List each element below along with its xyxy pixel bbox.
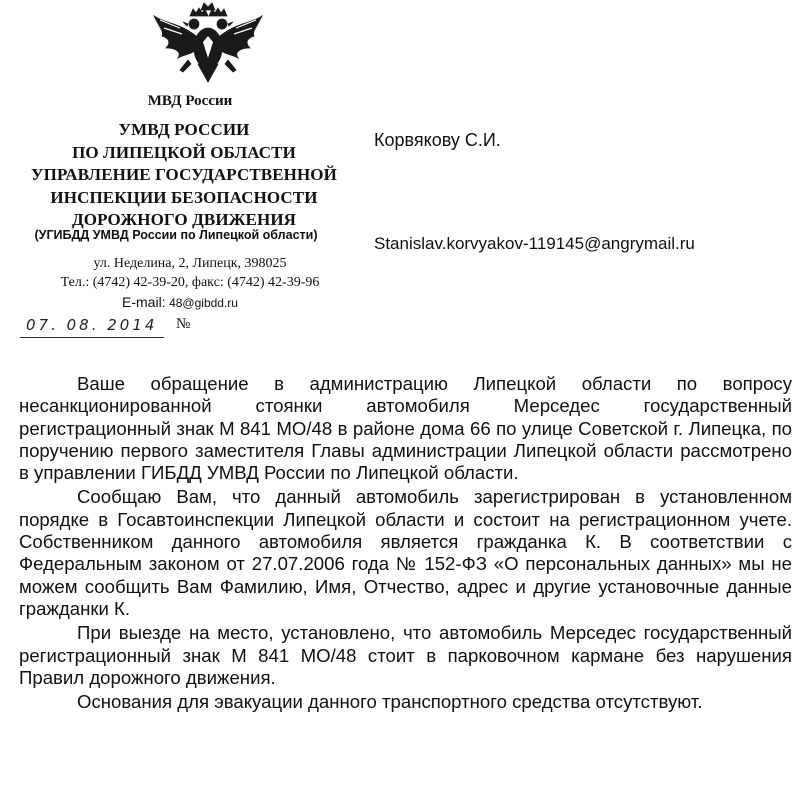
department-line: УПРАВЛЕНИЕ ГОСУДАРСТВЕННОЙ (31, 165, 337, 184)
body-paragraph: Основания для эвакуации данного транспортного средства отсутствуют. (77, 691, 703, 713)
recipient-name: Корвякову С.И. (374, 130, 501, 150)
ministry-name: МВД России (147, 93, 233, 109)
sender-address (20, 254, 360, 292)
department-name (4, 119, 364, 232)
department-abbreviation: (УГИБДД УМВД России по Липецкой области) (34, 228, 318, 242)
department-line: УМВД РОССИИ (118, 120, 250, 139)
recipient-email: Stanislav.korvyakov-119145@angrymail.ru (374, 234, 695, 253)
email-value: 48@gibdd.ru (169, 296, 238, 310)
date-underline (20, 337, 164, 338)
street-address: ул. Неделина, 2, Липецк, 398025 (93, 256, 287, 271)
body-paragraph: Сообщаю Вам, что данный автомобиль зарегистрирован в установленном порядке в Госавтоинспекции Липецкой области и состоит на регистрационном учете. Собственником данного автомобиля является гражданка К. В соответствии с Федеральным законом от 27.07.2006 года № 152-ФЗ «О персональных данных» мы не можем сообщить Вам Фамилию, Имя, Отчество, адрес и другие установочные данные гражданки К. (19, 486, 792, 619)
body-paragraph: Ваше обращение в администрацию Липецкой области по вопросу несанкционированной стоянки автомобиля Мерседес государственный регистрационный знак М 841 МО/48 в районе дома 66 по улице Советской г. Липецка, по поручению первого заместителя Главы администрации Липецкой области рассмотрено в управлении ГИБДД УМВД России по Липецкой области. (19, 373, 792, 484)
department-line: ДОРОЖНОГО ДВИЖЕНИЯ (71, 210, 297, 229)
body-paragraph: При выезде на место, установлено, что автомобиль Мерседес государственный регистрационный знак М 841 МО/48 стоит в парковочном кармане без нарушения Правил дорожного движения. (19, 622, 792, 688)
letter-date: 07. 08. 2014 (26, 316, 158, 334)
phone-fax: Тел.: (4742) 42-39-20, факс: (4742) 42-39-96 (60, 275, 320, 290)
department-line: ИНСПЕКЦИИ БЕЗОПАСНОСТИ (50, 187, 318, 207)
sender-email (0, 294, 360, 312)
letter-number-sign: № (176, 316, 191, 332)
letter-body (19, 373, 792, 713)
double-headed-eagle-emblem-icon (148, 2, 268, 86)
department-line: ПО ЛИПЕЦКОЙ ОБЛАСТИ (72, 142, 296, 162)
email-label: E-mail: (122, 294, 166, 310)
